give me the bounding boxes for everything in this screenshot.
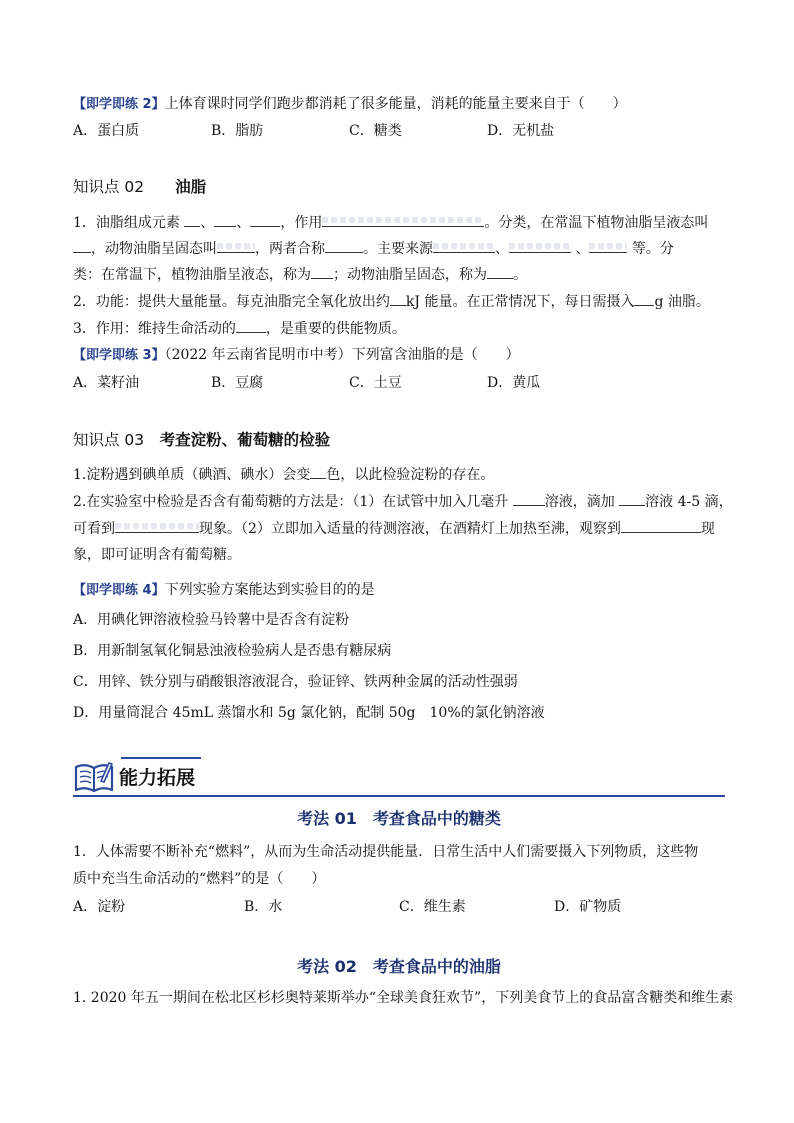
blank: [589, 238, 627, 253]
option-b: B．水: [244, 899, 283, 915]
question-tag: 【即学即练 3】: [73, 348, 165, 363]
option-a: A．菜籽油: [73, 375, 140, 391]
text: ，作用: [280, 215, 323, 231]
blank: [325, 238, 363, 253]
kp3-line-4: 象，即可证明含有葡萄糖。: [73, 547, 241, 563]
section-top-rule: [121, 757, 201, 759]
blank: [621, 518, 701, 533]
section-header: [73, 757, 725, 797]
option-d: D．矿物质: [554, 899, 622, 915]
text: 、: [495, 241, 509, 257]
text: 1.淀粉遇到碘单质（碘酒、碘水）会变: [73, 467, 311, 483]
option-d: D．用量筒混合 45mL 蒸馏水和 5g 氯化钠，配制 50g 10%的氯化钠溶液: [73, 705, 545, 721]
option-a: A．用碘化钾溶液检验马铃薯中是否含有淀粉: [73, 612, 350, 628]
option-b: B．豆腐: [211, 375, 264, 391]
blank: [214, 212, 236, 227]
option-c: C．土豆: [349, 375, 402, 391]
text: 。分类，在常温下植物油脂呈液态叫: [484, 215, 709, 231]
option-c: C．维生素: [399, 899, 466, 915]
kp3-line-1: [73, 464, 494, 485]
blank: [619, 491, 645, 506]
question-tag: 【即学即练 4】: [73, 583, 165, 598]
option-c: C．糖类: [349, 123, 402, 139]
option-d: D．无机盐: [487, 123, 555, 139]
option-a: A．淀粉: [73, 899, 126, 915]
question-text: （2022 年云南省昆明市中考）下列富含油脂的是（ ）: [164, 347, 520, 363]
question-4: [73, 580, 375, 601]
blank: [184, 212, 200, 227]
option-b: B．脂肪: [211, 123, 264, 139]
text: 溶液 4-5 滴，: [645, 494, 733, 510]
blank: [310, 464, 326, 479]
text: 溶液，滴加: [544, 494, 620, 510]
text: 1．油脂组成元素: [73, 215, 185, 231]
blank: [509, 238, 571, 253]
text: 可看到: [73, 521, 115, 537]
question-tag: 【即学即练 2】: [73, 97, 165, 112]
text: 3．作用：维持生命活动的: [73, 321, 236, 337]
text: 2．功能：提供大量能量。每克油脂完全氧化放出约: [73, 294, 390, 310]
text: ，两者合称: [255, 241, 325, 257]
text: g 油脂。: [654, 294, 710, 310]
text: 色，以此检验淀粉的存在。: [326, 467, 495, 483]
question-text: 下列实验方案能达到实验目的的是: [164, 582, 375, 598]
knowledge-point-2-heading: [73, 177, 206, 197]
open-book-icon: [73, 759, 115, 795]
kp2-line-4: [73, 291, 710, 312]
blank: [513, 491, 545, 506]
blank: [487, 264, 513, 279]
section-rule: [73, 795, 725, 797]
text: ，动物油脂呈固态叫: [91, 241, 217, 257]
blank: [236, 318, 266, 333]
method-1-line-2: 质中充当生命活动的“燃料”的是（ ）: [73, 871, 326, 887]
blank: [217, 238, 255, 253]
method-2-heading: 考法 02 考查食品中的油脂: [297, 957, 501, 976]
kp2-line-5: [73, 318, 406, 339]
blank: [433, 238, 495, 253]
text: 现: [700, 521, 715, 537]
question-3: [73, 345, 520, 366]
kp3-line-3: [73, 518, 715, 539]
text: 2.在实验室中检验是否含有葡萄糖的方法是：（1）在试管中加入几毫升: [73, 494, 513, 510]
section-title: 能力拓展: [119, 767, 196, 789]
text: 、: [571, 241, 590, 257]
blank: [322, 212, 484, 227]
option-b: B．用新制氢氧化铜悬浊液检验病人是否患有糖尿病: [73, 643, 392, 659]
kp2-line-1: [73, 212, 708, 233]
heading-title: 考查淀粉、葡萄糖的检验: [159, 431, 331, 449]
knowledge-point-3-heading: [73, 430, 330, 450]
text: 、: [236, 215, 251, 231]
text: kJ 能量。在正常情况下，每日需摄入: [405, 294, 635, 310]
blank: [73, 238, 91, 253]
text: 。主要来源: [363, 241, 433, 257]
text: ，是重要的供能物质。: [265, 321, 406, 337]
blank: [311, 264, 333, 279]
text: 类：在常温下，植物油脂呈液态，称为: [73, 267, 311, 283]
blank: [115, 518, 199, 533]
kp3-line-2: [73, 491, 733, 512]
heading-title: 油脂: [175, 178, 207, 196]
method-2-line-1: 1. 2020 年五一期间在松北区杉杉奥特莱斯举办“全球美食狂欢节”，下列美食节上的食品富含糖类和维生素: [73, 990, 734, 1006]
text: 。: [513, 267, 527, 283]
question-text: 上体育课时同学们跑步都消耗了很多能量，消耗的能量主要来自于（ ）: [164, 96, 627, 112]
text: 、: [200, 215, 215, 231]
text: ；动物油脂呈固态，称为: [333, 267, 487, 283]
heading-number: 知识点 02: [73, 178, 145, 196]
blank: [250, 212, 280, 227]
text: 现象。（2）立即加入适量的待测溶液，在酒精灯上加热至沸，观察到: [199, 521, 621, 537]
kp2-line-3: [73, 264, 527, 285]
option-a: A．蛋白质: [73, 123, 140, 139]
method-1-heading: 考法 01 考查食品中的糖类: [297, 809, 501, 828]
question-2: [73, 94, 627, 115]
blank: [634, 291, 654, 306]
kp2-line-2: [73, 238, 674, 259]
option-c: C．用锌、铁分别与硝酸银溶液混合，验证锌、铁两种金属的活动性强弱: [73, 674, 518, 690]
method-1-line-1: 1．人体需要不断补充“燃料”，从而为生命活动提供能量．日常生活中人们需要摄入下列物质，这些物: [73, 844, 699, 860]
option-d: D．黄瓜: [487, 375, 541, 391]
heading-number: 知识点 03: [73, 431, 145, 449]
text: 等。分: [627, 241, 674, 257]
blank: [390, 291, 406, 306]
